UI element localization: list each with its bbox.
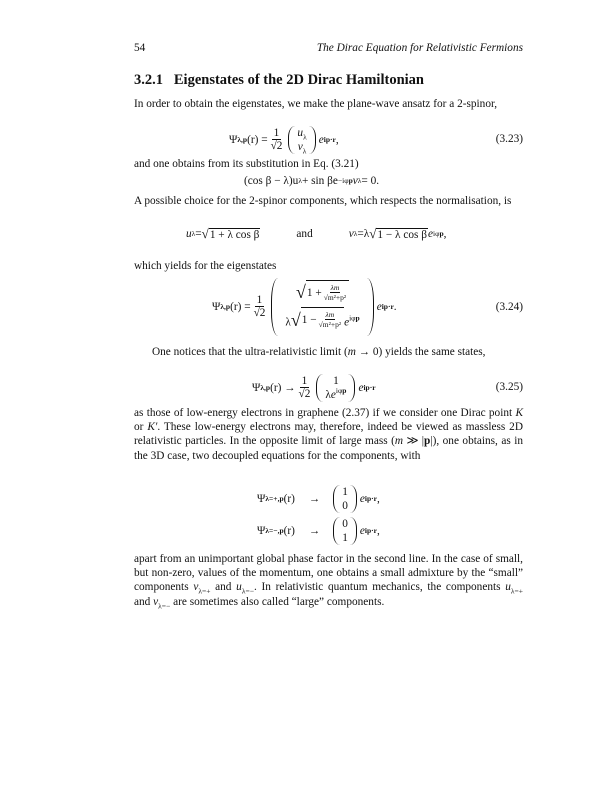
section-number: 3.2.1 [134, 72, 163, 88]
equation-label-3-24: (3.24) [495, 301, 523, 313]
equation-3-24: Ψ λ,p (r) = $\frac{1}{√2}$ √ 1 + $\frac{\lambda m}{\text{√m²+p²}}$ λ √ 1 − $\frac{\lambda m}{\text{√m²+p²}}$ $e^{i\varphi p}$ e ip·r . [212, 278, 397, 336]
paragraph-7: apart from an unimportant global phase factor in the second line. In the case of small, but non-zero, values of the momentum, one obtains a small admixture by the “small” components $v_{\lambda=+}$ and $u_{\lambda=-}$. In relativistic quantum mechanics, the components $u_{\lambda=+}$ and $v_{\lambda=-}$ are sometimes also called “large” components. [134, 553, 523, 610]
section-title: Eigenstates of the 2D Dirac Hamiltonian [173, 72, 424, 88]
paragraph-4: which yields for the eigenstates [134, 260, 277, 272]
paragraph-6: as those of low-energy electrons in graphene (2.37) if we consider one Dirac point K or K′. These low-energy electrons may, therefore, indeed be viewed as massless 2D relativistic particles. In the opposite limit of large mass (m ≫ |p|), one obtains, as in the 3D case, two decoupled equations for the components, with [134, 407, 523, 462]
equation-lambda-plus: Ψ λ=+,p (r) → 1 0 e ip·r , [257, 486, 380, 512]
page-number: 54 [134, 42, 146, 54]
equation-3-25: Ψ λ,p (r) → $\frac{1}{√2}$ 1 $\lambda e^{i\varphi p}$ e ip·r [252, 375, 376, 401]
section-heading [134, 72, 424, 89]
running-title: The Dirac Equation for Relativistic Fermions [316, 42, 523, 54]
equation-lambda-minus: Ψ λ=−,p (r) → 0 1 e ip·r , [257, 518, 380, 544]
equation-label-3-23: (3.23) [495, 133, 523, 145]
paragraph-1: In order to obtain the eigenstates, we make the plane-wave ansatz for a 2-spinor, [134, 98, 498, 110]
equation-constraint: (cos β − λ)u λ + sin βe −iφp v λ = 0. [244, 175, 380, 187]
equation-label-3-25: (3.25) [495, 381, 523, 393]
paragraph-2: and one obtains from its substitution in Eq. (3.21) [134, 158, 359, 170]
equation-3-23: Ψ λ,p (r) = $\frac{1}{√2}$ $u_\lambda$ $v_\lambda$ e ip·r , [229, 127, 339, 156]
paragraph-3: A possible choice for the 2-spinor components, which respects the normalisation, is [134, 195, 512, 207]
equation-spinor-components: u λ = √ 1 + λ cos β and v λ = λ √ 1 − λ cos β e iφp , [186, 226, 447, 241]
paragraph-5: One notices that the ultra-relativistic limit (m → 0) yields the same states, [152, 346, 486, 358]
